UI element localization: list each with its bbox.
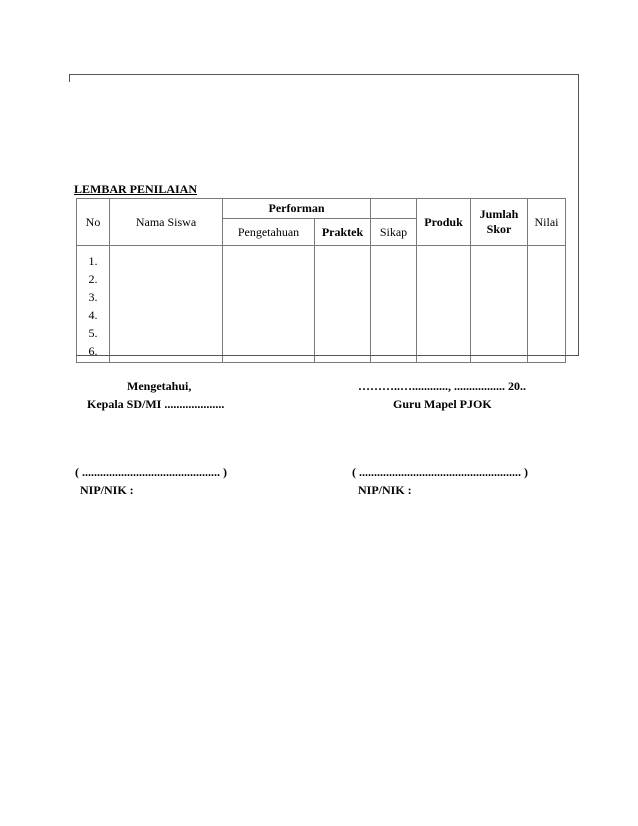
row-number: 6. xyxy=(88,344,98,358)
header-praktek: Praktek xyxy=(315,219,371,246)
row-number: 1. xyxy=(88,254,98,268)
header-jumlah: Jumlah xyxy=(479,207,519,221)
header-sikap: Sikap xyxy=(371,219,417,246)
cell-produk xyxy=(417,246,471,363)
top-border-line xyxy=(69,74,579,75)
cell-nama-siswa xyxy=(110,246,223,363)
left-sign-title: Kepala SD/MI .................... xyxy=(87,397,225,411)
section-title: LEMBAR PENILAIAN xyxy=(74,182,198,196)
cell-pengetahuan xyxy=(223,246,315,363)
right-sign-name-line: ( ...................................................... ) xyxy=(352,465,528,479)
row-number: 4. xyxy=(88,308,98,322)
right-border-line xyxy=(578,74,579,356)
header-pengetahuan: Pengetahuan xyxy=(223,219,315,246)
assessment-table xyxy=(76,198,566,363)
cell-jumlah-skor xyxy=(471,246,528,363)
left-sign-label: Mengetahui, xyxy=(127,379,192,393)
left-nip-label: NIP/NIK : xyxy=(80,483,134,497)
header-nama-siswa: Nama Siswa xyxy=(110,199,223,246)
cell-nilai xyxy=(528,246,566,363)
right-sign-date: ………..…............, ................. 20.. xyxy=(358,379,526,393)
header-jumlah-skor xyxy=(471,199,528,246)
row-numbers xyxy=(77,246,110,363)
header-produk: Produk xyxy=(417,199,471,246)
row-number: 5. xyxy=(88,326,98,340)
header-blank xyxy=(371,199,417,219)
header-skor: Skor xyxy=(486,222,512,236)
row-number: 2. xyxy=(88,272,98,286)
header-no: No xyxy=(77,199,110,246)
cell-praktek xyxy=(315,246,371,363)
right-sign-title: Guru Mapel PJOK xyxy=(393,397,492,411)
right-nip-label: NIP/NIK : xyxy=(358,483,412,497)
left-border-tick xyxy=(69,74,70,82)
cell-sikap xyxy=(371,246,417,363)
header-performan: Performan xyxy=(223,199,371,219)
row-number: 3. xyxy=(88,290,98,304)
header-nilai: Nilai xyxy=(528,199,566,246)
left-sign-name-line: ( .............................................. ) xyxy=(75,465,227,479)
bottom-border-line xyxy=(76,355,579,356)
